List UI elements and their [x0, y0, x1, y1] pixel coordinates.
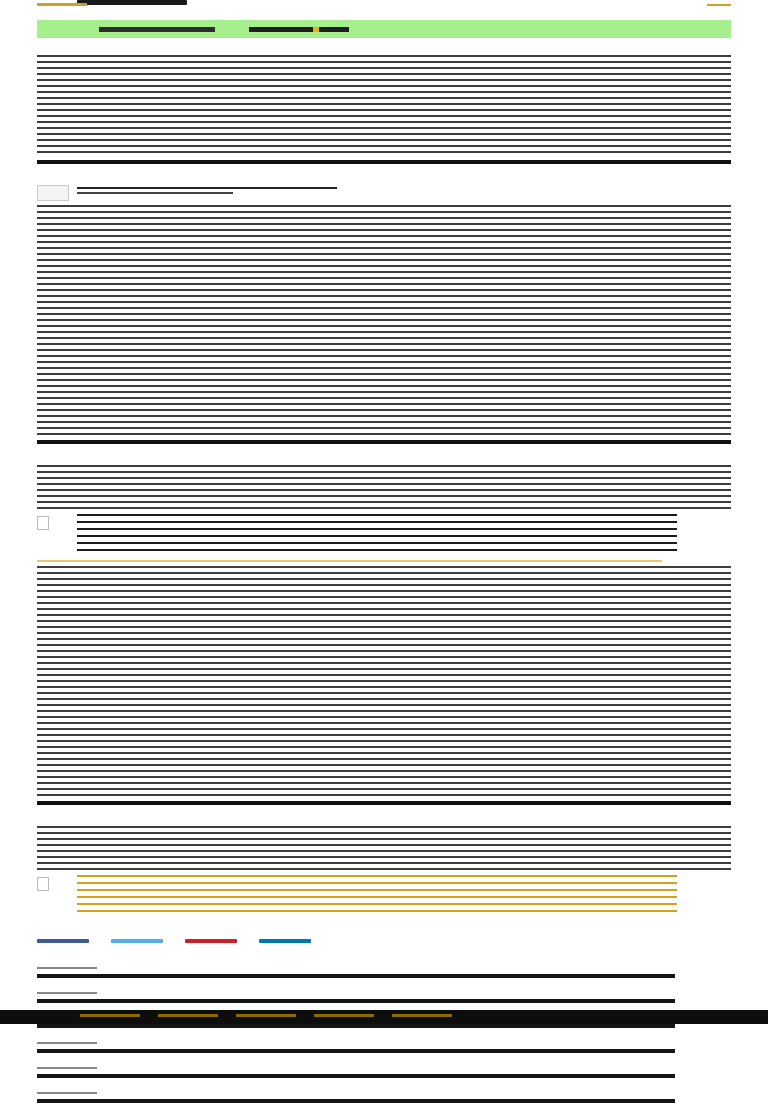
document-icon — [37, 877, 49, 891]
source-box — [37, 875, 731, 915]
site-title — [37, 8, 317, 18]
share-facebook-button[interactable] — [37, 939, 89, 943]
share-buttons — [37, 939, 731, 943]
footer-link[interactable] — [314, 1014, 374, 1017]
related-post[interactable] — [37, 992, 731, 1007]
related-post[interactable] — [37, 967, 731, 982]
banner-graphic-left — [99, 27, 215, 32]
footer-link[interactable] — [158, 1014, 218, 1017]
article-section-1 — [37, 160, 731, 182]
related-post-meta — [37, 1067, 731, 1071]
related-post-title[interactable] — [37, 974, 731, 982]
heading-rule — [37, 440, 731, 444]
article-title — [37, 42, 731, 52]
article-section-4 — [37, 921, 731, 927]
footer-link[interactable] — [392, 1014, 452, 1017]
toc-icon — [37, 185, 69, 201]
callout-text — [77, 514, 677, 554]
highlight-link[interactable] — [37, 560, 662, 562]
top-link-2[interactable] — [673, 0, 697, 4]
related-post[interactable] — [37, 1067, 731, 1082]
related-posts — [37, 967, 731, 1107]
section-heading — [37, 160, 731, 170]
share-caption — [37, 949, 731, 953]
section-body — [37, 921, 731, 927]
related-post-title[interactable] — [37, 1049, 731, 1057]
body-text-block-3 — [37, 566, 731, 796]
article-section-3 — [37, 801, 731, 823]
related-post[interactable] — [37, 1092, 731, 1107]
footer-link[interactable] — [80, 1014, 140, 1017]
share-linkedin-button[interactable] — [259, 939, 311, 943]
related-post-title[interactable] — [37, 999, 731, 1007]
body-text-block-1 — [37, 205, 731, 435]
site-logo[interactable] — [37, 0, 187, 6]
top-bar — [37, 0, 731, 20]
top-navigation — [639, 0, 731, 6]
article — [37, 42, 731, 1107]
share-twitter-button[interactable] — [111, 939, 163, 943]
callout-box-1 — [37, 514, 731, 554]
related-post-meta — [37, 1042, 731, 1046]
footer-link[interactable] — [236, 1014, 296, 1017]
related-post-title[interactable] — [37, 1099, 731, 1107]
heading-rule — [37, 801, 731, 805]
document-icon — [37, 516, 49, 530]
body-text-block-2 — [37, 465, 731, 509]
source-text[interactable] — [77, 875, 677, 915]
section-body — [37, 817, 731, 823]
section-heading — [37, 801, 731, 811]
intro-text — [37, 55, 731, 155]
related-post-meta — [37, 967, 731, 971]
section-body — [37, 176, 731, 182]
section-body — [37, 456, 731, 462]
toc-text — [77, 187, 337, 194]
top-link-1[interactable] — [639, 0, 663, 4]
related-post-meta — [37, 992, 731, 996]
related-post[interactable] — [37, 1042, 731, 1057]
section-heading — [37, 440, 731, 450]
site-header — [37, 0, 731, 38]
share-pinterest-button[interactable] — [185, 939, 237, 943]
heading-rule — [37, 160, 731, 164]
body-text-block-4 — [37, 826, 731, 870]
top-link-3[interactable] — [707, 0, 731, 6]
related-post-title[interactable] — [37, 1024, 731, 1032]
banner-title — [437, 24, 687, 34]
related-post-meta — [37, 1092, 731, 1096]
article-section-2 — [37, 440, 731, 462]
footer-navigation — [80, 1014, 452, 1017]
site-footer — [0, 1010, 768, 1024]
page-wrapper — [37, 0, 731, 1117]
table-of-contents[interactable] — [37, 185, 731, 201]
banner-graphic-right — [249, 27, 349, 32]
promo-banner[interactable] — [37, 20, 731, 38]
related-post-title[interactable] — [37, 1074, 731, 1082]
